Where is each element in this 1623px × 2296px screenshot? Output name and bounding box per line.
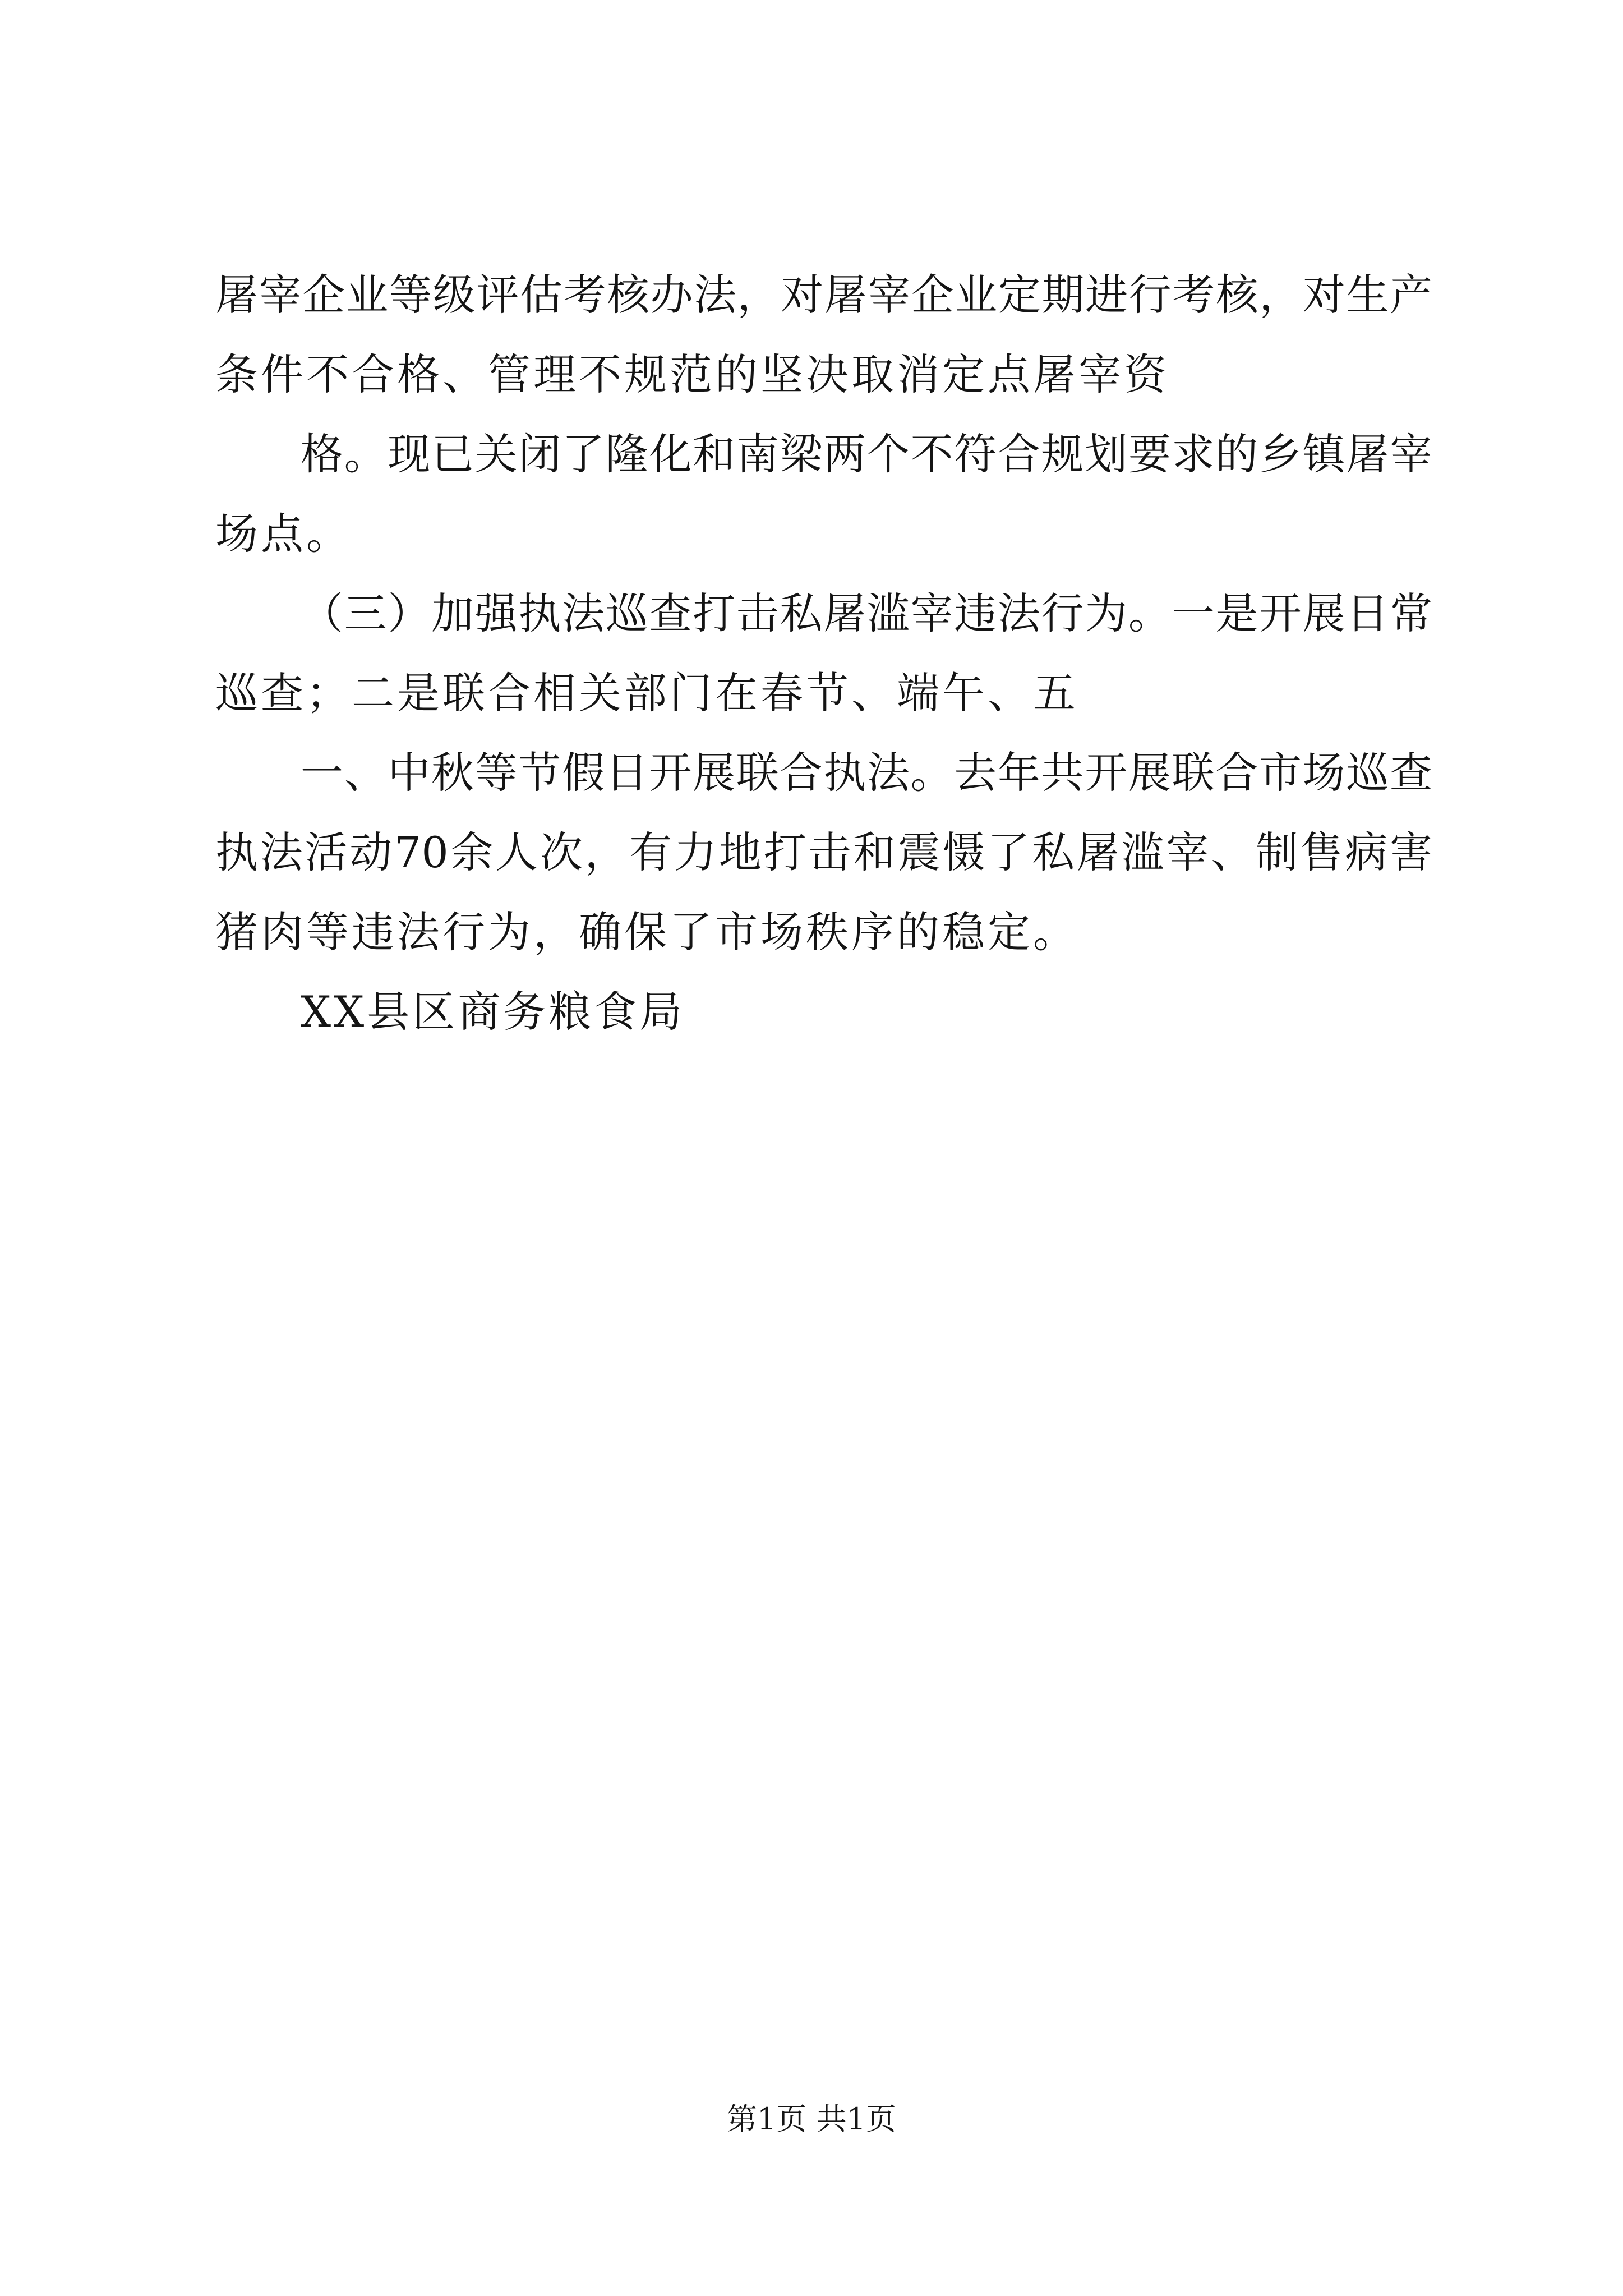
paragraph-line: 巡查；二是联合相关部门在春节、端午、五 — [215, 668, 1078, 718]
paragraph-line: 猪肉等违法行为，确保了市场秩序的稳定。 — [215, 907, 1078, 957]
document-body — [215, 255, 1432, 1052]
paragraph-line: 场点。 — [215, 509, 352, 559]
paragraph-line: （三）加强执法巡查打击私屠滥宰违法行为。一是开展日常 — [301, 588, 1432, 638]
signature-line: XX县区商务粮食局 — [301, 987, 685, 1037]
paragraph-line: 屠宰企业等级评估考核办法，对屠宰企业定期进行考核，对生产 — [215, 270, 1432, 320]
paragraph-line: 执法活动70余人次，有力地打击和震慑了私屠滥宰、制售病害 — [215, 827, 1432, 877]
paragraph-line: 格。现已关闭了隆化和南梁两个不符合规划要求的乡镇屠宰 — [301, 429, 1432, 479]
paragraph-line: 一、中秋等节假日开展联合执法。去年共开展联合市场巡查 — [301, 748, 1432, 798]
paragraph-line: 条件不合格、管理不规范的坚决取消定点屠宰资 — [215, 349, 1169, 399]
page-number: 第1页 共1页 — [727, 2101, 896, 2137]
